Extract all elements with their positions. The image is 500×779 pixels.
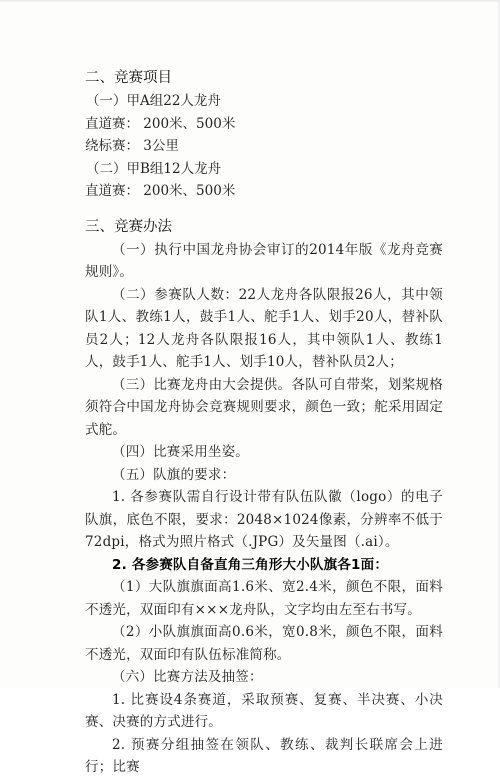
rule-item-3-boats: （三）比赛龙舟由大会提供。各队可自带桨，划桨规格须符合中国龙舟协会竞赛规则要求，颜色一致；舵采用固定式舵。 bbox=[85, 376, 443, 438]
flag-requirement-1: 1. 各参赛队需自行设计带有队伍队徽（logo）的电子队旗，底色不限，要求：2048×1024像素，分辨率不低于72dpi，格式为照片格式（.JPG）及矢量图（.ai）。 bbox=[85, 489, 443, 550]
document-body bbox=[85, 66, 443, 779]
group-a-loop-race: 绕标赛： 3公里 bbox=[85, 138, 179, 154]
rule-item-2-team-size: （二）参赛队人数：22人龙舟各队限报26人，其中领队1人、教练1人，鼓手1人、舵手1人、划手20人，替补队员2人；12人龙舟各队限报16人，其中领队1人、教练1人，鼓手1人、舵手1人、划手10人，替补队员2人； bbox=[85, 286, 443, 370]
group-a-title: （一）甲A组22人龙舟 bbox=[86, 93, 221, 109]
section-heading-competition-methods: 三、竞赛办法 bbox=[85, 218, 172, 235]
group-b-straight-race: 直道赛： 200米、500米 bbox=[85, 183, 236, 199]
flag-requirement-2-large: （1）大队旗旗面高1.6米、宽2.4米，颜色不限，面料不透光，双面印有×××龙舟队，文字均由左至右书写。 bbox=[85, 579, 443, 618]
draw-rule-2: 2. 预赛分组抽签在领队、教练、裁判长联席会上进行；比赛 bbox=[85, 736, 443, 775]
group-a-straight-race: 直道赛： 200米、500米 bbox=[85, 115, 236, 132]
group-b-title: （二）甲B组12人龙舟 bbox=[86, 160, 222, 177]
rule-item-4-posture: （四）比赛采用坐姿。 bbox=[112, 444, 249, 460]
flag-requirement-2: 2. 各参赛队自备直角三角形大小队旗各1面： bbox=[112, 556, 389, 573]
rule-item-1: （一）执行中国龙舟协会审订的2014年版《龙舟竞赛规则》。 bbox=[85, 241, 443, 280]
scan-edge bbox=[0, 0, 500, 3]
flag-requirement-2-small: （2）小队旗旗面高0.6米，宽0.8米，颜色不限，面料不透光，双面印有队伍标准简称。 bbox=[85, 624, 443, 663]
rule-item-5-flag-requirements: （五）队旗的要求： bbox=[112, 466, 236, 483]
draw-rule-1: 1. 比赛设4条赛道，采取预赛、复赛、半决赛、小决赛、决赛的方式进行。 bbox=[85, 691, 443, 730]
rule-item-6-method-draw: （六）比赛方法及抽签： bbox=[112, 669, 263, 685]
section-heading-competition-events: 二、竞赛项目 bbox=[85, 70, 172, 86]
